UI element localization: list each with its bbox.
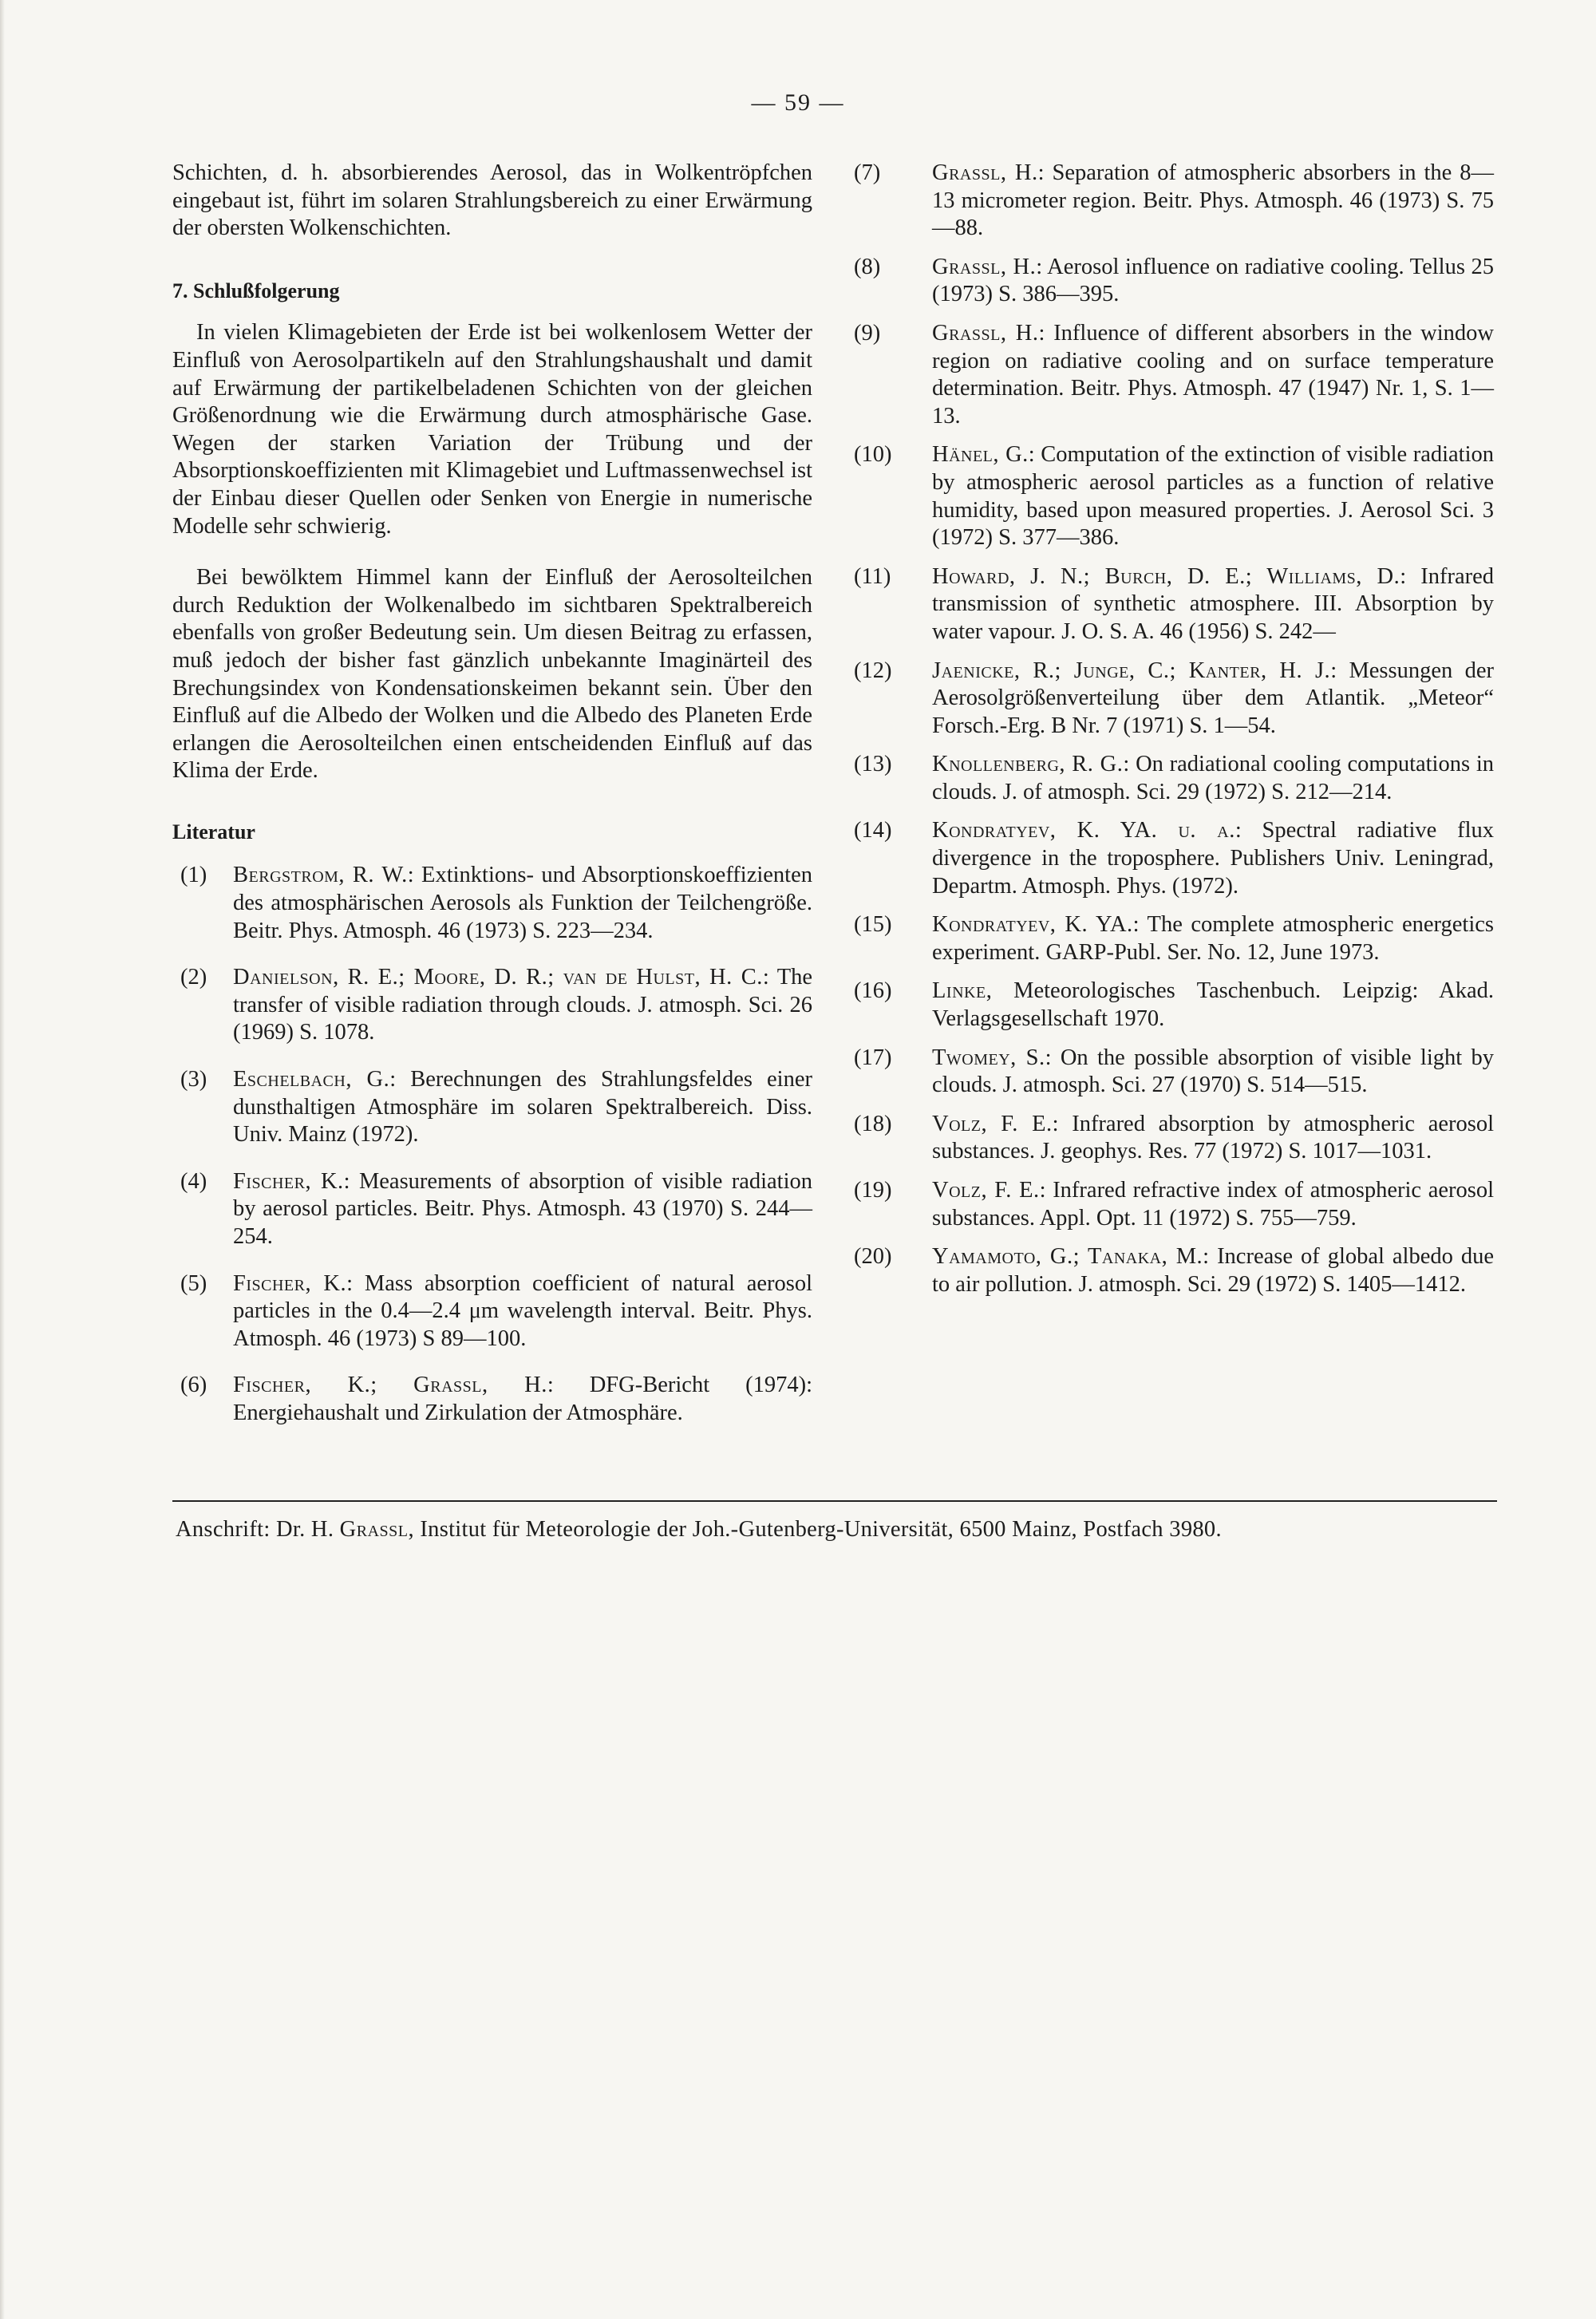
right-column <box>854 160 1494 1310</box>
reference-author: Volz, F. E. <box>932 1111 1053 1136</box>
reference-number: (20) <box>854 1244 892 1270</box>
reference-number: (17) <box>854 1045 892 1070</box>
reference-author: Kondratyev, K. YA. <box>932 912 1133 938</box>
reference-number: (6) <box>180 1373 207 1398</box>
reference-author: Howard, J. N.; Burch, D. E.; Williams, D. <box>932 563 1400 589</box>
reference-author: Linke <box>932 978 986 1004</box>
reference-text: : Increase of global albedo due to air pollution. J. atmosph. Sci. 29 (1972) S. 1405—1412. <box>932 1244 1494 1297</box>
reference-number: (1) <box>180 863 207 888</box>
reference-text: : The complete atmospheric energetics experiment. GARP-Publ. Ser. No. 12, June 1973. <box>932 912 1495 965</box>
reference-author: Fischer, K. <box>233 1270 347 1296</box>
reference-item <box>854 751 1494 806</box>
reference-item <box>854 1243 1494 1298</box>
reference-number: (12) <box>854 658 892 683</box>
reference-number: (18) <box>854 1111 892 1136</box>
reference-number: (8) <box>854 254 881 279</box>
conclusion-paragraph-1: In vielen Klimagebieten der Erde ist bei wolkenlosem Wetter der Einfluß von Aerosolpartikeln auf den Strahlungshaushalt und damit auf Erwärmung der partikelbeladenen Schichten von der gleichen Größenordnung wie die Erwärmung durch atmosphärische Gase. Wegen der starken Variation der Trübung und der Absorptionskoeffizienten mit Klimagebiet und Luftmassenwechsel ist der Einbau dieser Quellen oder Senken von Energie in numerische Modelle sehr schwierig. <box>172 320 812 539</box>
footer-divider <box>172 1500 1497 1502</box>
reference-number: (7) <box>854 160 881 185</box>
reference-text: : Mass absorption coefficient of natural aerosol particles in the 0.4—2.4 μm wavelength interval. Beitr. Phys. Atmosph. 46 (1973) S 89—100. <box>233 1270 812 1351</box>
reference-text: : Measurements of absorption of visible radiation by aerosol particles. Beitr. Phys. Atmosph. 43 (1970) S. 244—254. <box>233 1168 812 1249</box>
reference-text: : Infrared absorption by atmospheric aerosol substances. J. geophys. Res. 77 (1972) S. 1017—1031. <box>932 1111 1494 1164</box>
reference-item <box>172 1168 812 1251</box>
reference-text: : The transfer of visible radiation through clouds. J. atmosph. Sci. 26 (1969) S. 1078. <box>233 965 812 1045</box>
reference-author: Grassl, H. <box>932 320 1039 346</box>
reference-item <box>854 254 1494 309</box>
reference-number: (13) <box>854 752 892 777</box>
reference-text: : DFG-Bericht (1974): Energiehaushalt und Zirkulation der Atmosphäre. <box>233 1373 812 1425</box>
reference-item <box>854 441 1494 551</box>
reference-item <box>172 1066 812 1149</box>
reference-text: : Berechnungen des Strahlungsfeldes einer dunsthaltigen Atmosphäre im solaren Spektralbereich. Diss. Univ. Mainz (1972). <box>233 1067 812 1148</box>
address-prefix: Anschrift: Dr. H. <box>176 1517 340 1542</box>
reference-text: : Messungen der Aerosolgrößenverteilung über dem Atlantik. „Meteor“ Forsch.-Erg. B Nr. 7 (1971) S. 1—54. <box>932 658 1494 738</box>
reference-text: : Separation of atmospheric absorbers in the 8—13 micrometer region. Beitr. Phys. Atmosph. 46 (1973) S. 75—88. <box>932 160 1494 241</box>
reference-item <box>854 320 1494 430</box>
left-column <box>172 160 812 1447</box>
reference-author: Jaenicke, R.; Junge, C.; Kanter, H. J. <box>932 658 1331 683</box>
reference-text: : Computation of the extinction of visible radiation by atmospheric aerosol particles as a function of relative humidity, based upon measured properties. J. Aerosol Sci. 3 (1972) S. 377—386. <box>932 442 1495 551</box>
reference-item <box>854 1111 1494 1166</box>
reference-item <box>172 1270 812 1353</box>
reference-item <box>854 978 1494 1033</box>
reference-item <box>854 160 1494 243</box>
scan-edge-shadow <box>0 0 5 2319</box>
reference-text: , Meteorologisches Taschenbuch. Leipzig: Akad. Verlagsgesellschaft 1970. <box>932 978 1494 1032</box>
reference-text: : Aerosol influence on radiative cooling. Tellus 25 (1973) S. 386—395. <box>932 254 1494 307</box>
reference-list-left <box>172 862 812 1427</box>
reference-author: Eschelbach, G. <box>233 1067 390 1092</box>
intro-paragraph: Schichten, d. h. absorbierendes Aerosol, das in Wolkentröpfchen eingebaut ist, führt im solaren Strahlungsbereich zu einer Erwärmung der obersten Wolkenschichten. <box>172 160 812 241</box>
reference-author: Fischer, K. <box>233 1168 344 1194</box>
reference-text: : Influence of different absorbers in the window region on radiative cooling and on surface temperature determination. Beitr. Phys. Atmosph. 47 (1947) Nr. 1, S. 1—13. <box>932 320 1494 429</box>
reference-item <box>854 1177 1494 1232</box>
reference-author: Knollenberg, R. G. <box>932 752 1124 777</box>
reference-item <box>172 964 812 1047</box>
reference-text: : Infrared refractive index of atmospheric aerosol substances. Appl. Opt. 11 (1972) S. 755—759. <box>932 1178 1495 1231</box>
author-address <box>176 1516 1500 1543</box>
address-author-name: Grassl <box>339 1517 409 1542</box>
reference-item <box>854 1045 1494 1100</box>
reference-author: Yamamoto, G.; Tanaka, M. <box>932 1244 1203 1270</box>
address-rest: , Institut für Meteorologie der Joh.-Gutenberg-Universität, 6500 Mainz, Postfach 3980. <box>408 1517 1222 1542</box>
reference-author: Hänel, G. <box>932 442 1029 468</box>
reference-text: : On the possible absorption of visible light by clouds. J. atmosph. Sci. 27 (1970) S. 514—515. <box>932 1045 1495 1098</box>
reference-list-right <box>854 160 1494 1298</box>
reference-item <box>854 817 1494 900</box>
reference-number: (4) <box>180 1168 207 1194</box>
reference-author: Bergstrom, R. W. <box>233 863 408 888</box>
reference-item <box>172 1372 812 1427</box>
reference-item <box>854 658 1494 741</box>
reference-number: (19) <box>854 1178 892 1203</box>
reference-item <box>854 563 1494 646</box>
reference-number: (10) <box>854 442 892 468</box>
reference-text: : On radiational cooling computations in clouds. J. of atmosph. Sci. 29 (1972) S. 212—214. <box>932 752 1494 804</box>
conclusion-paragraph-2: Bei bewölktem Himmel kann der Einfluß der Aerosolteilchen durch Reduktion der Wolkenalbedo im sichtbaren Spektralbereich ebenfalls von großer Bedeutung sein. Um diesen Beitrag zu erfassen, muß jedoch der bisher fast gänzlich unbekannte Imaginärteil des Brechungsindex von Kondensationskeimen bekannt sein. Über den Einfluß auf die Albedo der Wolken und die Albedo des Planeten Erde erlangen die Aerosolteilchen einen entscheidenden Einfluß auf das Klima der Erde. <box>172 565 812 784</box>
reference-item <box>172 862 812 945</box>
reference-text: : Extinktions- und Absorptionskoeffizienten des atmosphärischen Aerosols als Funktion der Teilchengröße. Beitr. Phys. Atmosph. 46 (1973) S. 223—234. <box>233 863 813 943</box>
reference-number: (5) <box>180 1270 207 1296</box>
reference-author: Grassl, H. <box>932 160 1038 185</box>
page-number: — 59 — <box>751 89 845 116</box>
reference-number: (15) <box>854 912 892 938</box>
reference-author: Danielson, R. E.; Moore, D. R.; van de Hulst, H. C. <box>233 965 763 990</box>
reference-author: Kondratyev, K. YA. u. a. <box>932 818 1235 843</box>
reference-number: (9) <box>854 320 881 346</box>
reference-number: (3) <box>180 1067 207 1092</box>
reference-author: Fischer, K.; Grassl, H. <box>233 1373 547 1398</box>
reference-author: Grassl, H. <box>932 254 1037 279</box>
reference-author: Volz, F. E. <box>932 1178 1040 1203</box>
literature-heading: Literatur <box>172 820 255 843</box>
reference-number: (11) <box>854 563 891 589</box>
reference-author: Twomey, S. <box>932 1045 1045 1070</box>
reference-text: : Spectral radiative flux divergence in the troposphere. Publishers Univ. Leningrad, Departm. Atmosph. Phys. (1972). <box>932 818 1494 899</box>
reference-item <box>854 911 1494 966</box>
reference-number: (14) <box>854 818 892 843</box>
reference-text: : Infrared transmission of synthetic atmosphere. III. Absorption by water vapour. J. O. S. A. 46 (1956) S. 242— <box>932 563 1494 644</box>
section-heading-conclusion: 7. Schlußfolgerung <box>172 279 340 302</box>
reference-number: (16) <box>854 978 892 1004</box>
reference-number: (2) <box>180 965 207 990</box>
